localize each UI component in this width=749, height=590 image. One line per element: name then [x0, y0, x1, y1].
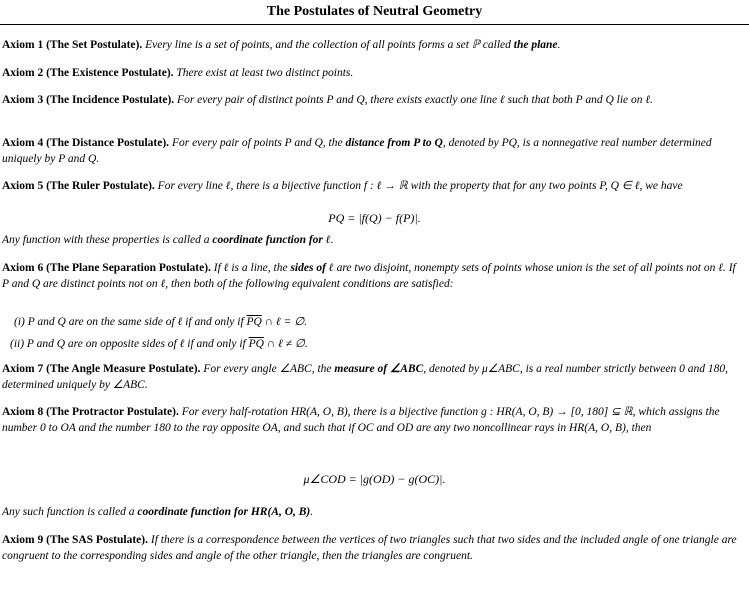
condition-2-segment: $\overline{PQ}$	[248, 338, 264, 350]
axiom-2	[2, 66, 744, 82]
axiom-7-heading: Axiom 7 (The Angle Measure Postulate).	[2, 363, 201, 375]
axiom-5-body: For every line ℓ, there is a bijective function f : ℓ → ℝ with the property that for any two points P, Q ∈ ℓ, we have	[157, 180, 683, 192]
axiom-7-term: measure of ∠ABC	[334, 363, 424, 375]
axiom-8-after-text: Any such function is called a	[2, 506, 135, 518]
axiom-8-body: For every half-rotation HR(A, O, B), there is a bijective function g : HR(A, O, B) → [0, 180] ⊆ ℝ, which assigns the number 0 to OA and the number 180 to the ray opposite OA, and such that if OC and OD are any two noncollinear rays in HR(A, O, B), then	[2, 406, 720, 434]
axiom-5-formula: PQ = |f(Q) − f(P)|.	[328, 211, 421, 225]
axiom-8-term: coordinate function for HR(A, O, B)	[137, 506, 311, 518]
axiom-6-condition-2	[10, 336, 710, 350]
axiom-6-body-1: If ℓ is a line, the	[213, 262, 288, 274]
axiom-5-after-text: Any function with these properties is called a	[2, 234, 210, 246]
condition-1-post: ∩ ℓ = ∅.	[264, 316, 308, 328]
axiom-5	[2, 179, 744, 195]
axiom-6-condition-1	[14, 314, 714, 328]
axiom-4-heading: Axiom 4 (The Distance Postulate).	[2, 137, 170, 149]
axiom-2-heading: Axiom 2 (The Existence Postulate).	[2, 67, 174, 79]
axiom-1	[2, 38, 744, 54]
axiom-9-heading: Axiom 9 (The SAS Postulate).	[2, 534, 148, 546]
axiom-4-body-2: , denoted by PQ, is a nonnegative real number determined uniquely by P and Q.	[2, 137, 712, 165]
axiom-1-end: .	[557, 39, 561, 51]
axiom-7-body-1: For every angle ∠ABC, the	[203, 363, 332, 375]
axiom-6	[2, 261, 744, 292]
axiom-8-heading: Axiom 8 (The Protractor Postulate).	[2, 406, 179, 418]
axiom-6-term: sides of ℓ	[290, 262, 334, 274]
axiom-1-term: the plane	[513, 39, 558, 51]
axiom-4	[2, 136, 744, 167]
axiom-5-end: .	[330, 234, 334, 246]
axiom-1-heading: Axiom 1 (The Set Postulate).	[2, 39, 143, 51]
condition-2-post: ∩ ℓ ≠ ∅.	[266, 338, 308, 350]
axiom-3-body: For every pair of distinct points P and Q, there exists exactly one line ℓ such that both P and Q lie on ℓ.	[177, 94, 654, 106]
axiom-4-body-1: For every pair of points P and Q, the	[171, 137, 343, 149]
axiom-6-heading: Axiom 6 (The Plane Separation Postulate).	[2, 262, 211, 274]
condition-1-pre: (i) P and Q are on the same side of ℓ if and only if	[14, 316, 244, 328]
axiom-3-heading: Axiom 3 (The Incidence Postulate).	[2, 94, 175, 106]
condition-1-segment: $\overline{PQ}$	[246, 316, 262, 328]
axiom-7-body-2: , denoted by μ∠ABC, is a real number strictly between 0 and 180, determined uniquely by ∠ABC.	[2, 363, 728, 391]
axiom-8-end: .	[310, 506, 314, 518]
title-bar	[0, 0, 749, 25]
axiom-9	[2, 533, 744, 564]
axiom-6-body-2: are two disjoint, nonempty sets of points whose union is the set of all points not on ℓ. If P and Q are distinct points not on ℓ, then both of the following equivalent conditions are satisfied:	[2, 262, 736, 290]
condition-2-pre: (ii) P and Q are on opposite sides of ℓ if and only if	[10, 338, 246, 350]
axiom-7	[2, 362, 744, 393]
axiom-9-body: If there is a correspondence between the vertices of two triangles such that two sides and the included angle of one triangle are congruent to the corresponding sides and angle of the other triangle, then the triangles are congruent.	[2, 534, 737, 562]
axiom-5-after	[2, 233, 744, 249]
axiom-3	[2, 93, 744, 109]
axiom-8-formula: μ∠COD = |g(OD) − g(OC)|.	[303, 472, 446, 486]
axiom-8-after	[2, 505, 744, 521]
page-title: The Postulates of Neutral Geometry	[266, 4, 483, 19]
axiom-5-heading: Axiom 5 (The Ruler Postulate).	[2, 180, 155, 192]
axiom-8	[2, 405, 744, 436]
axiom-5-term: coordinate function for ℓ	[212, 234, 331, 246]
axiom-1-body: Every line is a set of points, and the collection of all points forms a set ℙ called	[145, 39, 511, 51]
axiom-4-term: distance from P to Q	[345, 137, 443, 149]
axiom-2-body: There exist at least two distinct points.	[176, 67, 354, 79]
